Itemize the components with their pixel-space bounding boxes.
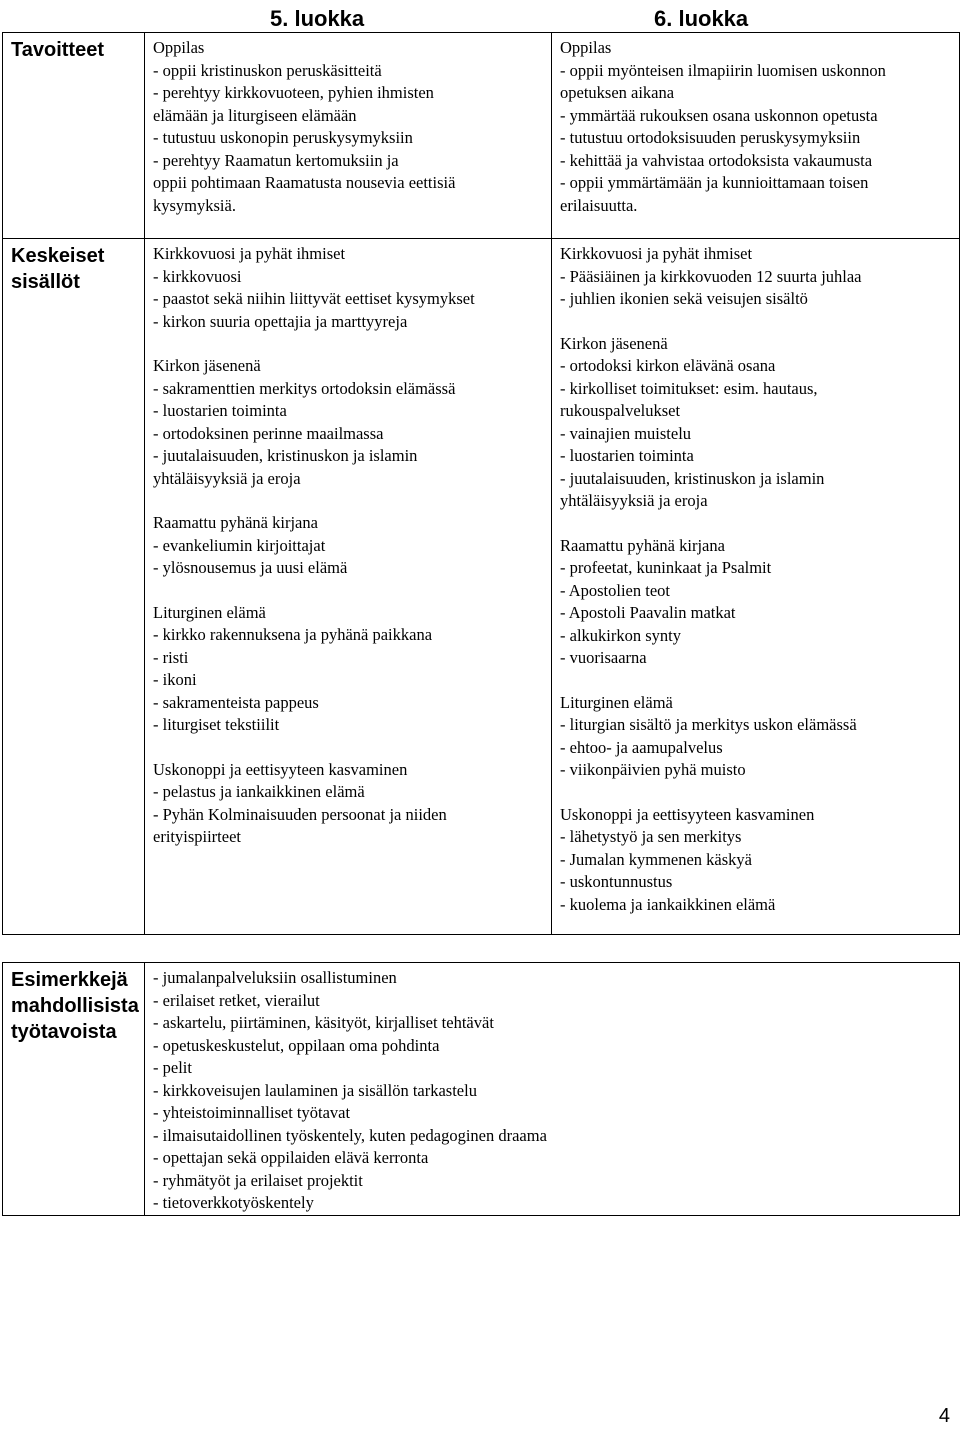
goal-line: elämään ja liturgiseen elämään (153, 105, 357, 125)
method-item: - ilmaisutaidollinen työskentely, kuten pedagoginen draama (153, 1125, 547, 1145)
goal-line: kysymyksiä. (153, 195, 236, 215)
section-item: - ylösnousemus ja uusi elämä (153, 558, 348, 577)
curriculum-table (2, 32, 960, 935)
section-item: - risti (153, 647, 189, 667)
page-number: 4 (938, 1405, 950, 1427)
section-gap (153, 580, 547, 602)
section-gap (560, 782, 955, 804)
section-item: - luostarien toiminta (153, 401, 287, 420)
section-item: - sakramenttien merkitys ortodoksin elämässä (153, 378, 456, 398)
goals-grade5-lines (153, 37, 547, 217)
goals-row (3, 33, 960, 239)
section-title: Liturginen elämä (560, 692, 673, 712)
section-item: - Pyhän Kolminaisuuden persoonat ja niiden (153, 804, 447, 824)
section-item: - kirkko rakennuksena ja pyhänä paikkana (153, 625, 433, 644)
section-item: - vainajien muistelu (560, 423, 692, 443)
section-item: - Apostoli Paavalin matkat (560, 603, 736, 622)
goals-grade6 (552, 33, 960, 239)
goal-line: - kehittää ja vahvistaa ortodoksista vakaumusta (560, 150, 873, 170)
methods-list-cell (145, 963, 960, 1216)
goals-grade6-lines (560, 37, 955, 217)
method-item: - pelit (153, 1058, 192, 1077)
section-item: - paastot sekä niihin liittyvät eettiset kysymykset (153, 289, 475, 308)
section-item: yhtäläisyyksiä ja eroja (560, 491, 708, 510)
grade6-header: 6. luokka (654, 6, 749, 31)
goal-line: - oppii kristinuskon peruskäsitteitä (153, 60, 382, 80)
goal-line: opetuksen aikana (560, 83, 675, 102)
section-item: rukouspalvelukset (560, 401, 681, 420)
section-item: - evankeliumin kirjoittajat (153, 535, 326, 555)
section-item: - juutalaisuuden, kristinuskon ja islamin (153, 446, 418, 465)
method-item: - yhteistoiminnalliset työtavat (153, 1103, 351, 1122)
section-title: Raamattu pyhänä kirjana (560, 535, 725, 555)
section-gap (153, 737, 547, 759)
content-grade6-sections (560, 243, 955, 916)
section-gap (153, 490, 547, 512)
section-item: - ortodoksinen perinne maailmassa (153, 423, 384, 443)
content-grade6 (552, 239, 960, 935)
section-item: - Apostolien teot (560, 580, 670, 600)
section-gap (560, 513, 955, 535)
method-item: - jumalanpalveluksiin osallistuminen (153, 968, 397, 987)
section-item: - pelastus ja iankaikkinen elämä (153, 782, 365, 801)
section-item: - uskontunnustus (560, 872, 673, 891)
section-item: - Pääsiäinen ja kirkkovuoden 12 suurta juhlaa (560, 266, 862, 286)
section-item: - kirkkovuosi (153, 266, 242, 286)
method-item: - ryhmätyöt ja erilaiset projektit (153, 1170, 363, 1190)
section-gap (560, 670, 955, 692)
section-item: - ikoni (153, 670, 197, 689)
goal-line: Oppilas (153, 38, 205, 57)
section-title: Uskonoppi ja eettisyyteen kasvaminen (560, 804, 815, 824)
content-row (3, 239, 960, 935)
goal-line: erilaisuutta. (560, 195, 638, 215)
goals-grade5 (145, 33, 552, 239)
goal-line: oppii pohtimaan Raamatusta nousevia eettisiä (153, 173, 456, 192)
section-title: Kirkon jäsenenä (153, 356, 261, 375)
section-item: - kirkon suuria opettajia ja marttyyreja (153, 311, 408, 331)
method-item: - opettajan sekä oppilaiden elävä kerronta (153, 1148, 429, 1167)
content-grade5 (145, 239, 552, 935)
section-item: - viikonpäivien pyhä muisto (560, 760, 746, 779)
content-label (3, 239, 145, 935)
section-title: Liturginen elämä (153, 602, 266, 622)
section-item: yhtäläisyyksiä ja eroja (153, 468, 301, 488)
section-title: Raamattu pyhänä kirjana (153, 513, 318, 532)
method-item: - askartelu, piirtäminen, käsityöt, kirjalliset tehtävät (153, 1013, 494, 1032)
section-item: - vuorisaarna (560, 648, 647, 667)
section-item: - alkukirkon synty (560, 625, 681, 645)
goal-line: - oppii myönteisen ilmapiirin luomisen uskonnon (560, 60, 886, 80)
content-label-text: Keskeiset sisällöt (11, 245, 105, 293)
method-item: - opetuskeskustelut, oppilaan oma pohdinta (153, 1035, 440, 1055)
section-title: Kirkkovuosi ja pyhät ihmiset (560, 244, 753, 263)
section-item: - lähetystyö ja sen merkitys (560, 827, 742, 846)
section-title: Uskonoppi ja eettisyyteen kasvaminen (153, 759, 408, 779)
section-item: erityispiirteet (153, 827, 241, 846)
goal-line: - perehtyy Raamatun kertomuksiin ja (153, 150, 399, 170)
section-item: - ortodoksi kirkon elävänä osana (560, 356, 776, 375)
section-title: Kirkon jäsenenä (560, 333, 668, 353)
goals-label: Tavoitteet (3, 33, 145, 239)
section-title: Kirkkovuosi ja pyhät ihmiset (153, 244, 346, 263)
section-item: - juutalaisuuden, kristinuskon ja islamin (560, 468, 825, 488)
section-item: - sakramenteista pappeus (153, 692, 319, 712)
methods-label (3, 963, 145, 1216)
methods-row (3, 963, 960, 1216)
goal-line: - perehtyy kirkkovuoteen, pyhien ihmisten (153, 83, 434, 102)
methods-label-text: Esimerkkejä mahdollisista työtavoista (11, 969, 139, 1043)
goal-line: - tutustuu uskonopin peruskysymyksiin (153, 128, 413, 147)
goal-line: - tutustuu ortodoksisuuden peruskysymyksiin (560, 128, 861, 147)
method-item: - erilaiset retket, vierailut (153, 990, 320, 1010)
grade5-header: 5. luokka (270, 6, 365, 31)
method-item: - tietoverkkotyöskentely (153, 1193, 314, 1212)
goal-line: Oppilas (560, 38, 612, 57)
method-item: - kirkkoveisujen laulaminen ja sisällön tarkastelu (153, 1080, 477, 1100)
section-gap (153, 333, 547, 355)
section-item: - kirkolliset toimitukset: esim. hautaus, (560, 378, 818, 398)
section-item: - ehtoo- ja aamupalvelus (560, 737, 723, 757)
goal-line: - ymmärtää rukouksen osana uskonnon opetusta (560, 105, 878, 125)
section-item: - profeetat, kuninkaat ja Psalmit (560, 558, 772, 577)
goal-line: - oppii ymmärtämään ja kunnioittamaan toisen (560, 173, 869, 192)
section-item: - liturgiset tekstiilit (153, 715, 280, 734)
content-grade5-sections (153, 243, 547, 849)
section-item: - kuolema ja iankaikkinen elämä (560, 894, 776, 914)
section-item: - Jumalan kymmenen käskyä (560, 849, 752, 869)
methods-list (153, 967, 955, 1215)
section-item: - luostarien toiminta (560, 446, 694, 465)
section-item: - juhlien ikonien sekä veisujen sisältö (560, 289, 808, 308)
methods-table (2, 962, 960, 1216)
section-item: - liturgian sisältö ja merkitys uskon elämässä (560, 715, 857, 734)
section-gap (560, 311, 955, 333)
